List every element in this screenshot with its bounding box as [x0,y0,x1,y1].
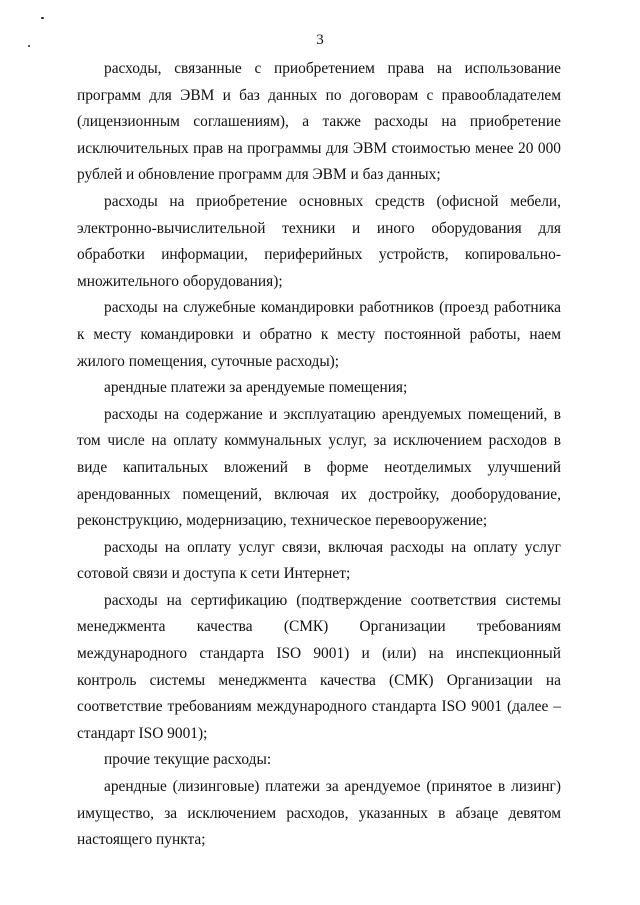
paragraph-other-current-expenses: прочие текущие расходы: [104,751,272,769]
document-body [77,56,561,854]
page-number: 3 [316,32,324,48]
scan-speck [41,17,44,19]
paragraph-leasing-payments: арендные (лизинговые) платежи за арендуемое (принятое в лизинг) имущество, за исключением расходов, указанных в абзаце девятом настоящего пункта; [77,778,561,849]
paragraph-fixed-assets: расходы на приобретение основных средств (офисной мебели, электронно-вычислительной техники и иного оборудования для обработки информации, периферийных устройств, копировально-множительного оборудования); [77,192,561,290]
paragraph-premises-maintenance: расходы на содержание и эксплуатацию арендуемых помещений, в том числе на оплату коммунальных услуг, за исключением расходов в виде капитальных вложений в форме неотделимых улучшений арендованных помещений, включая их достройку, дооборудование, реконструкцию, модернизацию, техническое перевооружение; [77,405,561,530]
paragraph-rent-payments: арендные платежи за арендуемые помещения; [104,379,408,397]
paragraph-software-expenses: расходы, связанные с приобретением права на использование программ для ЭВМ и баз данных по договорам с правообладателем (лицензионным соглашениям), а также расходы на приобретение исключительных прав на программы для ЭВМ стоимостью менее 20 000 рублей и обновление программ для ЭВМ и баз данных; [77,60,561,184]
paragraph-certification: расходы на сертификацию (подтверждение соответствия системы менеджмента качества (СМК) Организации требованиям международного стандарта ISO 9001) и (или) на инспекционный контроль системы менеджмента качества (СМК) Организации на соответствие требованиям международного стандарта ISO 9001 (далее – стандарт ISO 9001); [77,591,561,742]
paragraph-business-trips: расходы на служебные командировки работников (проезд работника к месту командировки и обратно к месту постоянной работы, наем жилого помещения, суточные расходы); [77,299,561,370]
paragraph-communication-services: расходы на оплату услуг связи, включая расходы на оплату услуг сотовой связи и доступа к сети Интернет; [77,538,561,583]
